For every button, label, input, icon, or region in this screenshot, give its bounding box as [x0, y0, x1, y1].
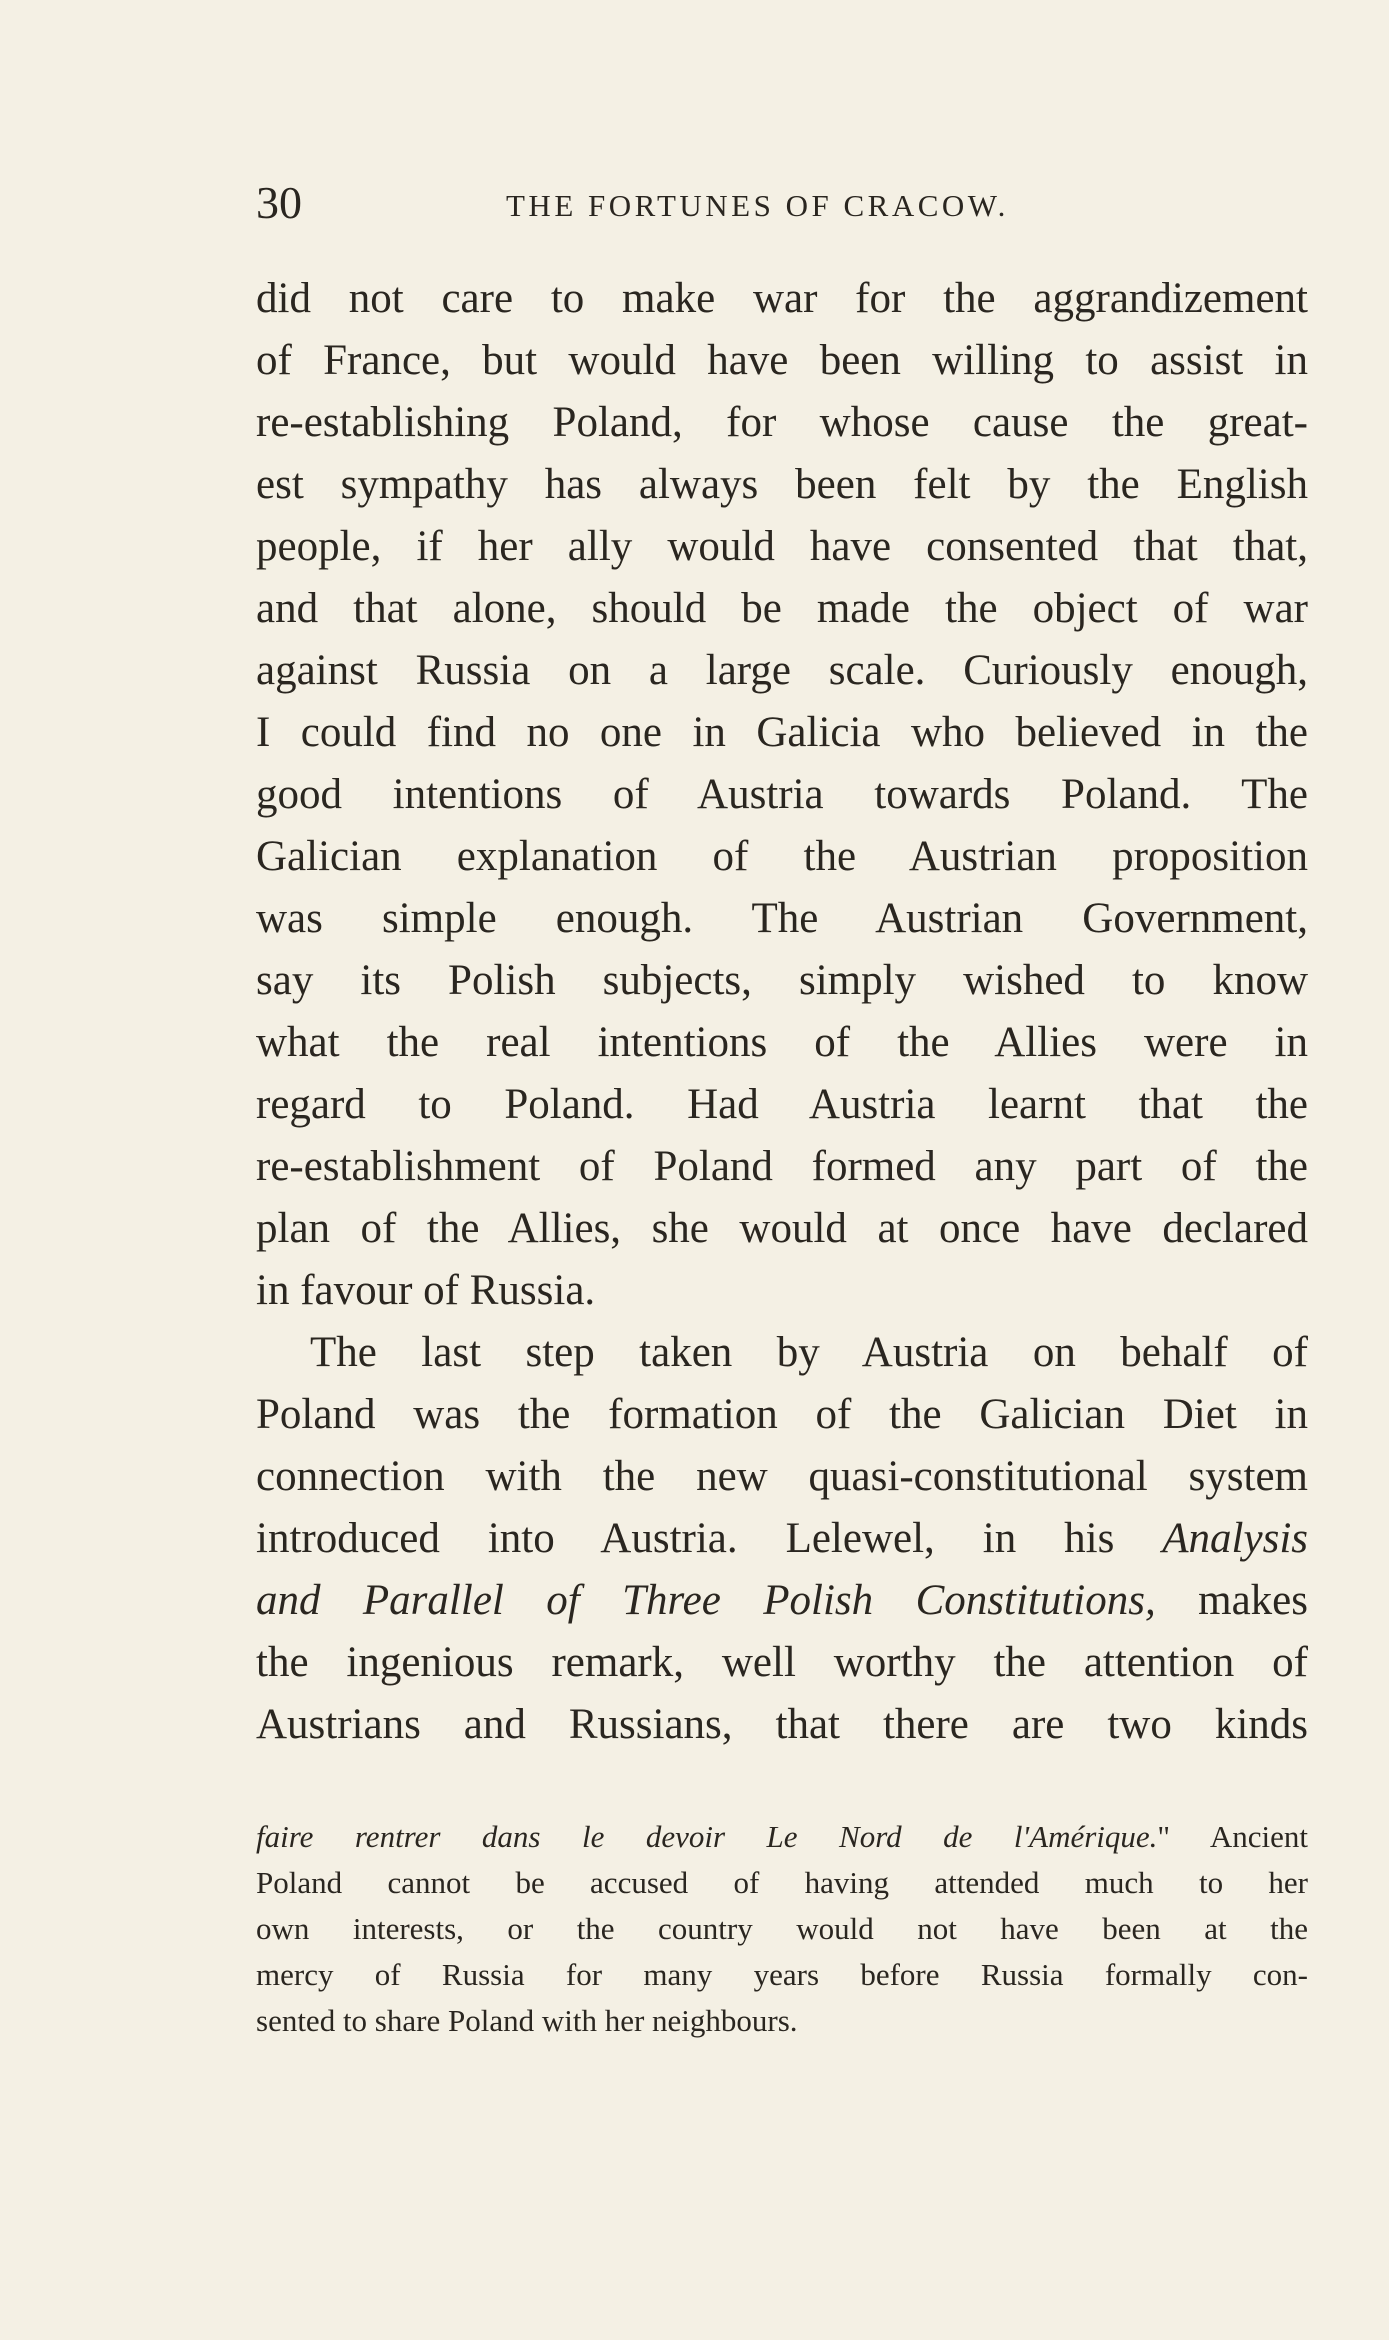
- running-title: THE FORTUNES OF CRACOW.: [506, 188, 1009, 223]
- text-line: of France, but would have been willing to assist in: [256, 337, 1308, 384]
- text-segment: makes: [1198, 1577, 1308, 1624]
- text-line: connection with the new quasi-constitutional system: [256, 1453, 1308, 1500]
- body-text: [256, 268, 1308, 1756]
- text-line: against Russia on a large scale. Curiously enough,: [256, 647, 1308, 694]
- text-line: re-establishment of Poland formed any part of the: [256, 1143, 1308, 1190]
- text-line: people, if her ally would have consented that that,: [256, 523, 1308, 570]
- text-line: say its Polish subjects, simply wished to know: [256, 957, 1308, 1004]
- text-line: plan of the Allies, she would at once have declared: [256, 1205, 1308, 1252]
- text-line: The last step taken by Austria on behalf of: [310, 1329, 1308, 1376]
- text-line: was simple enough. The Austrian Government,: [256, 895, 1308, 942]
- footnote-line: own interests, or the country would not have been at the: [256, 1911, 1308, 1946]
- text-line: regard to Poland. Had Austria learnt that the: [256, 1081, 1308, 1128]
- footnote-line: sented to share Poland with her neighbours.: [256, 2003, 798, 2038]
- text-line: [256, 1508, 1308, 1570]
- text-line: I could find no one in Galicia who believed in the: [256, 709, 1308, 756]
- text-line: did not care to make war for the aggrandizement: [256, 275, 1308, 322]
- text-line: the ingenious remark, well worthy the attention of: [256, 1639, 1308, 1686]
- text-line: Galician explanation of the Austrian proposition: [256, 833, 1308, 880]
- italic-title: and Parallel of Three Polish Constitutions,: [256, 1577, 1156, 1624]
- text-line: [256, 1570, 1308, 1632]
- footnote-line: Poland cannot be accused of having attended much to her: [256, 1865, 1308, 1900]
- text-segment: introduced into Austria. Lelewel, in his: [256, 1515, 1115, 1562]
- text-line: in favour of Russia.: [256, 1267, 596, 1314]
- text-line: est sympathy has always been felt by the English: [256, 461, 1308, 508]
- text-line: Poland was the formation of the Galician Diet in: [256, 1391, 1308, 1438]
- footnote-line: [256, 1814, 1308, 1860]
- footnote-italic: faire rentrer dans le devoir Le Nord de l'Amérique.: [256, 1819, 1158, 1854]
- page-number: 30: [256, 177, 302, 228]
- text-line: re-establishing Poland, for whose cause the great-: [256, 399, 1308, 446]
- text-line: Austrians and Russians, that there are two kinds: [256, 1701, 1308, 1748]
- footnote-line: mercy of Russia for many years before Russia formally con-: [256, 1957, 1308, 1992]
- page-header: [256, 168, 1308, 238]
- text-line: good intentions of Austria towards Poland. The: [256, 771, 1308, 818]
- footnote-text: " Ancient: [1157, 1819, 1308, 1854]
- text-line: and that alone, should be made the object of war: [256, 585, 1308, 632]
- italic-title: Analysis: [1162, 1515, 1308, 1562]
- footnote: [256, 1814, 1308, 2044]
- text-line: what the real intentions of the Allies were in: [256, 1019, 1308, 1066]
